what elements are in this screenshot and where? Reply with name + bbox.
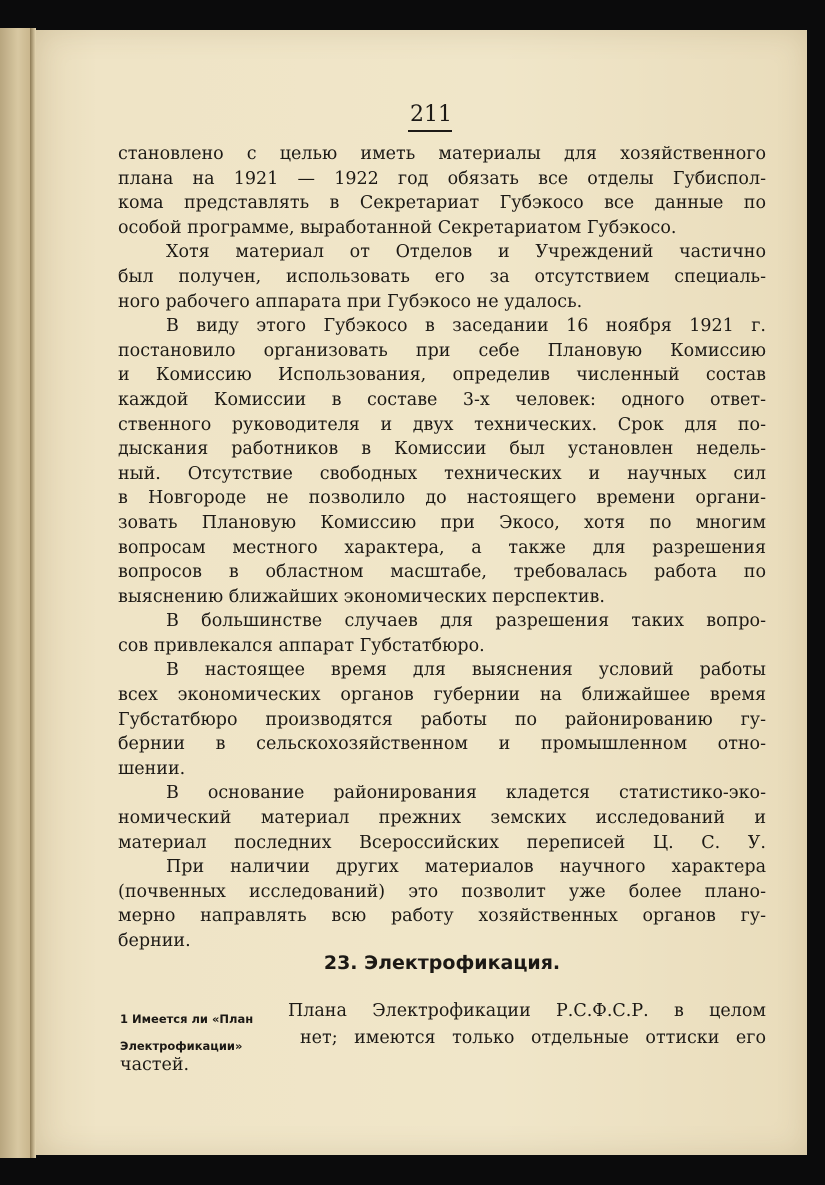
- text-line: При наличии других материалов научного характера: [166, 857, 766, 878]
- text-line: каждой Комиссии в составе 3-х человек: одного ответ-: [118, 389, 766, 410]
- text-line: особой программе, выработанной Секретариатом Губэкосо.: [118, 217, 677, 238]
- previous-page-edge: [0, 28, 32, 1158]
- text-line: плана на 1921 — 1922 год обязать все отделы Губиспол-: [118, 168, 766, 189]
- text-line: бернии в сельскохозяйственном и промышленном отно-: [118, 734, 766, 755]
- page-number: 211: [410, 102, 452, 127]
- text-line: кома представлять в Секретариат Губэкосо все данные по: [118, 193, 766, 214]
- text-line: ный. Отсутствие свободных технических и научных сил: [118, 463, 766, 484]
- text-line: ного рабочего аппарата при Губэкосо не удалось.: [118, 291, 583, 312]
- text-line: В настоящее время для выяснения условий работы: [166, 660, 766, 681]
- text-line: и Комиссию Использования, определив численный состав: [118, 365, 766, 386]
- text-line: шении.: [118, 758, 186, 779]
- text-line: сов привлекался аппарат Губстатбюро.: [118, 635, 485, 656]
- text-line: дыскания работников в Комиссии был установлен недель-: [118, 439, 766, 460]
- text-line: (почвенных исследований) это позволит уже более плано-: [118, 881, 766, 902]
- answer-line-1: Плана Электрофикации Р.С.Ф.С.Р. в целом: [288, 1001, 766, 1021]
- text-line: становлено с целью иметь материалы для хозяйственного: [118, 144, 766, 164]
- text-line: постановило организовать при себе Плановую Комиссию: [118, 340, 766, 361]
- text-line: всех экономических органов губернии на ближайшее время: [118, 685, 766, 706]
- book-page: [36, 30, 807, 1155]
- text-line: номический материал прежних земских исследований и: [118, 808, 766, 829]
- text-line: выяснению ближайших экономических перспектив.: [118, 586, 605, 607]
- text-line: материал последних Всероссийских переписей Ц. С. У.: [118, 832, 766, 853]
- answer-line-2: нет; имеются только отдельные оттиски его: [300, 1028, 766, 1048]
- text-line: вопросам местного характера, а также для разрешения: [118, 537, 766, 558]
- text-line: бернии.: [118, 931, 191, 951]
- text-line: в Новгороде не позволило до настоящего времени органи-: [118, 488, 766, 509]
- body-text: [118, 142, 766, 954]
- text-line: ственного руководителя и двух технических. Срок для по-: [118, 414, 766, 435]
- margin-question-line-2: Электрофикации»: [120, 1039, 243, 1053]
- section-heading: 23. Электрофикация.: [323, 952, 561, 974]
- text-line: В виду этого Губэкосо в заседании 16 ноября 1921 г.: [166, 316, 766, 337]
- text-line: зовать Плановую Комиссию при Экосо, хотя по многим: [118, 512, 766, 533]
- text-line: В большинстве случаев для разрешения таких вопро-: [166, 611, 766, 632]
- text-line: Губстатбюро производятся работы по районированию гу-: [118, 709, 766, 730]
- answer-text-line-1: [288, 998, 766, 1025]
- answer-text-line-2: [300, 1025, 766, 1052]
- text-line: Хотя материал от Отделов и Учреждений частично: [166, 242, 766, 263]
- page-number-underline: [408, 130, 452, 132]
- text-line: В основание районирования кладется статистико-эко-: [166, 783, 766, 804]
- answer-line-3: частей.: [120, 1055, 190, 1075]
- text-line: был получен, использовать его за отсутствием специаль-: [118, 266, 766, 287]
- text-line: мерно направлять всю работу хозяйственных органов гу-: [118, 906, 766, 927]
- text-line: вопросов в областном масштабе, требовалась работа по: [118, 562, 766, 583]
- margin-question-line-1: 1 Имеется ли «План: [120, 1012, 254, 1026]
- answer-text-line-3: [120, 1052, 420, 1079]
